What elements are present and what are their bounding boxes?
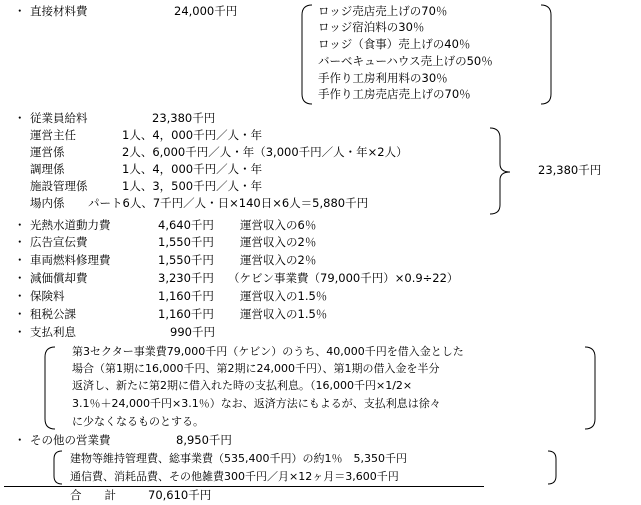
total-amount: 70,610千円 bbox=[148, 488, 212, 502]
salary-role: 調理係 bbox=[30, 162, 65, 176]
salary-role: 運営係 bbox=[30, 145, 65, 159]
cost-amount: 4,640千円 bbox=[158, 218, 214, 232]
salary-detail: 1人、4，000千円／人・年 bbox=[122, 162, 263, 176]
salary-detail: 2人、6,000千円／人・年（3,000千円／人・年×2人） bbox=[122, 145, 408, 159]
other-label: その他の営業費 bbox=[30, 433, 111, 447]
bullet: ・ bbox=[14, 325, 26, 339]
bullet: ・ bbox=[14, 218, 26, 232]
other-amount: 8,950千円 bbox=[176, 433, 232, 447]
cost-amount: 3,230千円 bbox=[158, 271, 214, 285]
cost-amount: 1,550千円 bbox=[158, 253, 214, 267]
other-right-brace bbox=[548, 451, 556, 484]
bullet: ・ bbox=[14, 111, 26, 125]
cost-label: 車両燃料修理費 bbox=[30, 253, 111, 267]
other-line: 建物等維持管理費、総事業費（535,400千円）の約1％ 5,350千円 bbox=[70, 452, 407, 465]
interest-line: 第3セクター事業費79,000千円（ケビン）のうち、40,000千円を借入金とした bbox=[72, 345, 464, 358]
cost-label: 保険料 bbox=[30, 289, 65, 303]
cost-label: 租税公課 bbox=[30, 307, 76, 321]
direct-label: 直接材料費 bbox=[30, 4, 88, 18]
bullet: ・ bbox=[14, 433, 26, 447]
cost-amount: 1,160千円 bbox=[158, 289, 214, 303]
salary-role: 施設管理係 bbox=[30, 179, 88, 193]
cost-amount: 1,160千円 bbox=[158, 307, 214, 321]
other-line: 通信費、消耗品費、その他雑費300千円／月×12ヶ月＝3,600千円 bbox=[70, 470, 399, 483]
direct-left-brace bbox=[302, 5, 312, 104]
salary-detail: 1人、3，500千円／人・年 bbox=[122, 179, 263, 193]
direct-line: 手作り工房利用料の30％ bbox=[318, 71, 448, 85]
bullet: ・ bbox=[14, 253, 26, 267]
cost-note: 運営収入の1.5％ bbox=[240, 289, 328, 303]
cost-label: 光熱水道動力費 bbox=[30, 218, 111, 232]
direct-amount: 24,000千円 bbox=[174, 4, 238, 18]
direct-line: ロッジ売店売上げの70％ bbox=[318, 4, 448, 18]
interest-line: に少なくなるものとする。 bbox=[72, 415, 204, 428]
salary-detail: 1人、4，000千円／人・年 bbox=[122, 128, 263, 142]
interest-line: 場合（第1期に16,000千円、第2期に24,000千円）、第1期の借入金を半分 bbox=[72, 362, 440, 375]
bullet: ・ bbox=[14, 4, 26, 18]
bullet: ・ bbox=[14, 289, 26, 303]
cost-label: 広告宣伝費 bbox=[30, 235, 88, 249]
interest-line: 返済し、新たに第2期に借入れた時の支払利息。（16,000千円×1/2× bbox=[72, 379, 413, 392]
salary-label: 従業員給料 bbox=[30, 111, 88, 125]
interest-label: 支払利息 bbox=[30, 325, 76, 339]
interest-amount: 990千円 bbox=[170, 325, 215, 339]
cost-label: 減価償却費 bbox=[30, 271, 88, 285]
cost-amount: 1,550千円 bbox=[158, 235, 214, 249]
cost-note: 運営収入の6％ bbox=[240, 218, 317, 232]
bullet: ・ bbox=[14, 235, 26, 249]
total-label: 合 計 bbox=[70, 488, 116, 502]
direct-line: ロッジ（食事）売上げの40％ bbox=[318, 37, 471, 51]
salary-role: 場内係 bbox=[30, 196, 65, 210]
salary-total: 23,380千円 bbox=[538, 163, 602, 177]
direct-line: 手作り工房売店売上げの70％ bbox=[318, 87, 471, 101]
direct-line: バーベキューハウス売上げの50％ bbox=[318, 54, 493, 68]
interest-left-brace bbox=[45, 347, 55, 429]
bullet: ・ bbox=[14, 271, 26, 285]
bullet: ・ bbox=[14, 307, 26, 321]
direct-right-brace bbox=[541, 5, 551, 104]
total-rule bbox=[4, 486, 484, 487]
interest-line: 3.1％＋24,000千円×3.1％）なお、返済方法にもよるが、支払利息は徐々 bbox=[72, 397, 441, 410]
cost-note: 運営収入の2％ bbox=[240, 235, 317, 249]
cost-note: 運営収入の1.5％ bbox=[240, 307, 328, 321]
direct-line: ロッジ宿泊料の30％ bbox=[318, 20, 425, 34]
salary-role: 運営主任 bbox=[30, 128, 76, 142]
cost-note: （ケビン事業費（79,000千円）×0.9÷22） bbox=[228, 271, 459, 285]
cost-note: 運営収入の2％ bbox=[240, 253, 317, 267]
salary-detail: パート6人、7千円／人・日×140日×6人＝5,880千円 bbox=[88, 196, 369, 210]
salary-right-brace bbox=[490, 128, 510, 214]
salary-amount: 23,380千円 bbox=[152, 111, 216, 125]
interest-right-brace bbox=[585, 347, 595, 429]
other-left-brace bbox=[54, 451, 62, 484]
